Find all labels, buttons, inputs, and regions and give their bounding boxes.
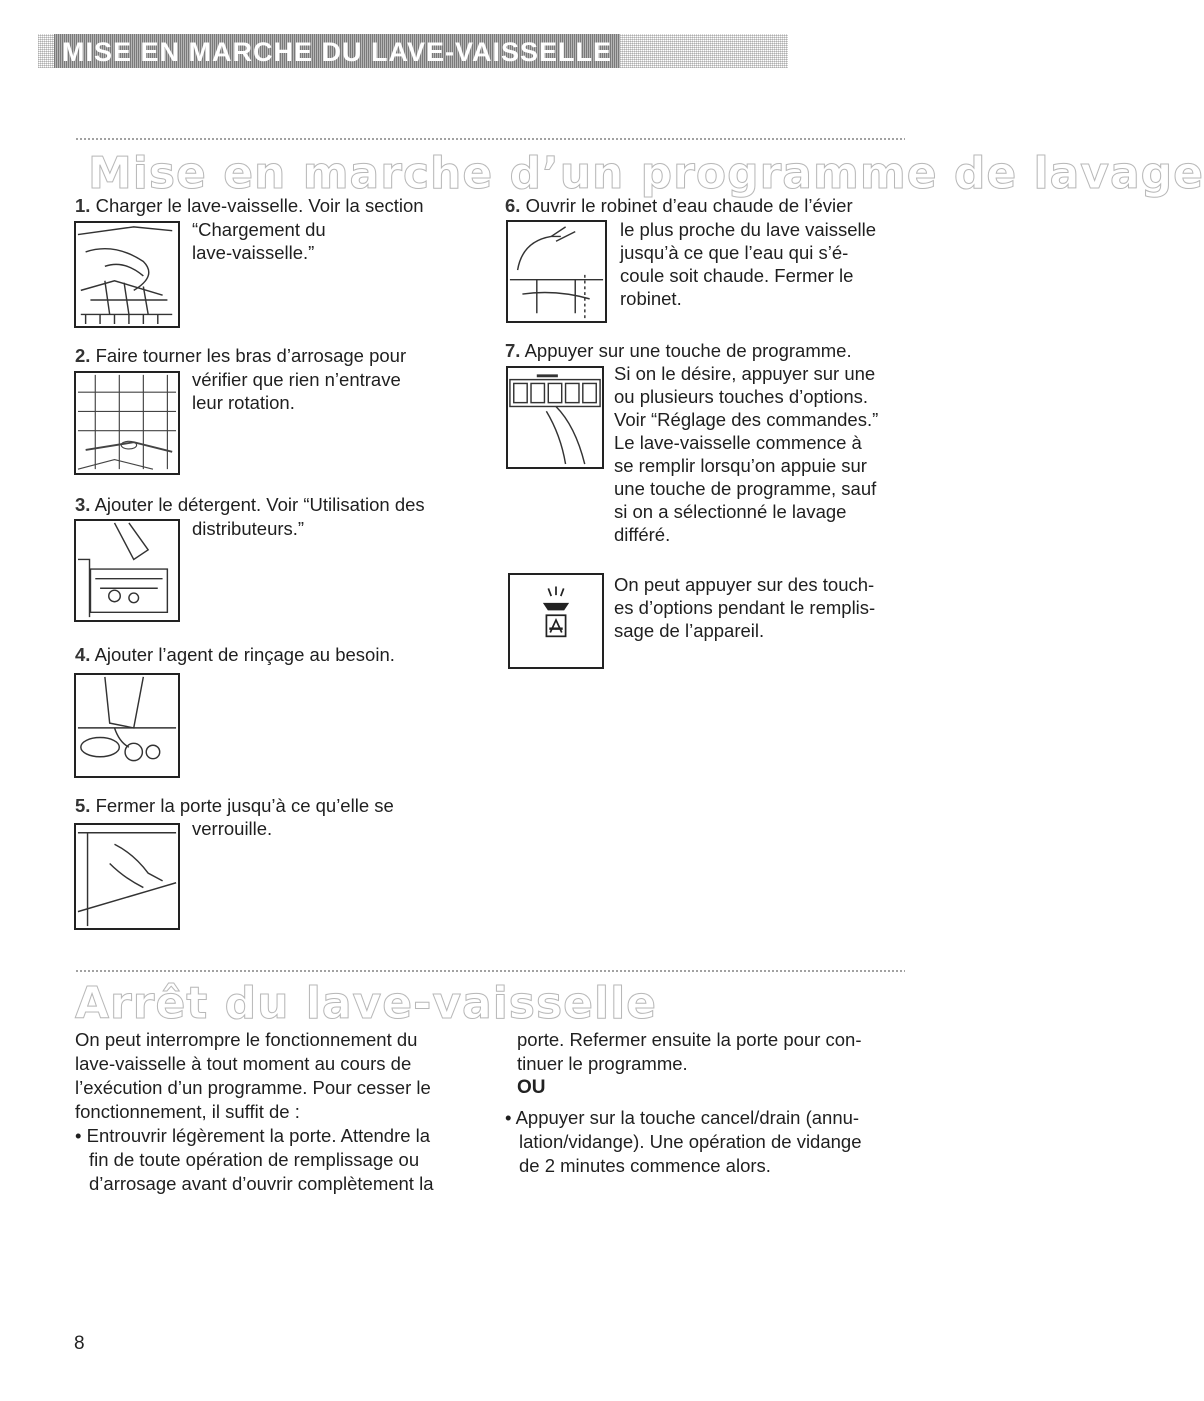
stop-left-line-3: l’exécution d’un programme. Pour cesser le <box>75 1077 431 1098</box>
step-7-line-9: différé. <box>614 524 671 545</box>
step-3-line-2: distributeurs.” <box>192 518 305 539</box>
step-7-line-2: Si on le désire, appuyer sur une <box>614 363 876 384</box>
stop-right-line-3: • Appuyer sur la touche cancel/drain (annu- <box>505 1107 860 1128</box>
step-7-line-1: 7. Appuyer sur une touche de programme. <box>505 340 852 361</box>
or-label: OU <box>517 1077 546 1098</box>
stop-left-line-4: fonctionnement, il suffit de : <box>75 1101 300 1122</box>
note-line-3: sage de l’appareil. <box>614 620 765 641</box>
step-1-line-1: 1. Charger le lave-vaisselle. Voir la section <box>75 195 424 216</box>
door-close-illustration <box>74 823 180 930</box>
section-title-stop: Arrêt du lave-vaisselle <box>75 978 658 1029</box>
stop-right-line-2: tinuer le programme. <box>517 1053 688 1074</box>
stop-left-line-5: • Entrouvrir légèrement la porte. Attendre la <box>75 1125 431 1146</box>
dotted-divider <box>75 137 905 141</box>
step-1-line-2: “Chargement du <box>192 219 326 240</box>
step-5-line-2: verrouille. <box>192 818 273 839</box>
step-2-line-1: 2. Faire tourner les bras d’arrosage pour <box>75 345 407 366</box>
step-2-line-3: leur rotation. <box>192 392 295 413</box>
step-7-line-8: si on a sélectionné le lavage <box>614 501 847 522</box>
step-5-line-1: 5. Fermer la porte jusqu’à ce qu’elle se <box>75 795 394 816</box>
step-7-line-3: ou plusieurs touches d’options. <box>614 386 869 407</box>
step-7-line-5: Le lave-vaisselle commence à <box>614 432 862 453</box>
step-3-line-1: 3. Ajouter le détergent. Voir “Utilisation des <box>75 494 425 515</box>
page-title: MISE EN MARCHE DU LAVE-VAISSELLE <box>54 34 620 68</box>
page-number: 8 <box>74 1333 85 1354</box>
dotted-divider <box>75 969 905 973</box>
dish-rack-illustration <box>74 221 180 328</box>
spray-arm-illustration <box>74 371 180 475</box>
step-1-line-3: lave-vaisselle.” <box>192 242 315 263</box>
stop-left-line-1: On peut interrompre le fonctionnement du <box>75 1029 418 1050</box>
detergent-dispenser-illustration <box>74 519 180 622</box>
note-line-2: es d’options pendant le remplis- <box>614 597 876 618</box>
section-title-start: Mise en marche d’un programme de lavage <box>88 148 1204 199</box>
step-2-line-2: vérifier que rien n’entrave <box>192 369 401 390</box>
step-7-line-6: se remplir lorsqu’on appuie sur <box>614 455 867 476</box>
step-6-line-1: 6. Ouvrir le robinet d’eau chaude de l’évier <box>505 195 853 216</box>
step-7-line-7: une touche de programme, sauf <box>614 478 877 499</box>
note-line-1: On peut appuyer sur des touch- <box>614 574 875 595</box>
note-icon <box>508 573 604 669</box>
step-6-line-2: le plus proche du lave vaisselle <box>620 219 877 240</box>
rinse-aid-illustration <box>74 673 180 778</box>
faucet-illustration <box>506 220 607 323</box>
step-7-line-4: Voir “Réglage des commandes.” <box>614 409 879 430</box>
stop-left-line-6: fin de toute opération de remplissage ou <box>89 1149 420 1170</box>
stop-right-line-5: de 2 minutes commence alors. <box>519 1155 771 1176</box>
step-4-line-1: 4. Ajouter l’agent de rinçage au besoin. <box>75 644 395 665</box>
stop-right-line-1: porte. Refermer ensuite la porte pour con- <box>517 1029 862 1050</box>
stop-left-line-7: d’arrosage avant d’ouvrir complètement la <box>89 1173 434 1194</box>
control-panel-illustration <box>506 366 604 469</box>
step-6-line-5: robinet. <box>620 288 682 309</box>
step-6-line-4: coule soit chaude. Fermer le <box>620 265 854 286</box>
step-6-line-3: jusqu’à ce que l’eau qui s’é- <box>620 242 849 263</box>
stop-right-line-4: lation/vidange). Une opération de vidange <box>519 1131 862 1152</box>
stop-left-line-2: lave-vaisselle à tout moment au cours de <box>75 1053 412 1074</box>
